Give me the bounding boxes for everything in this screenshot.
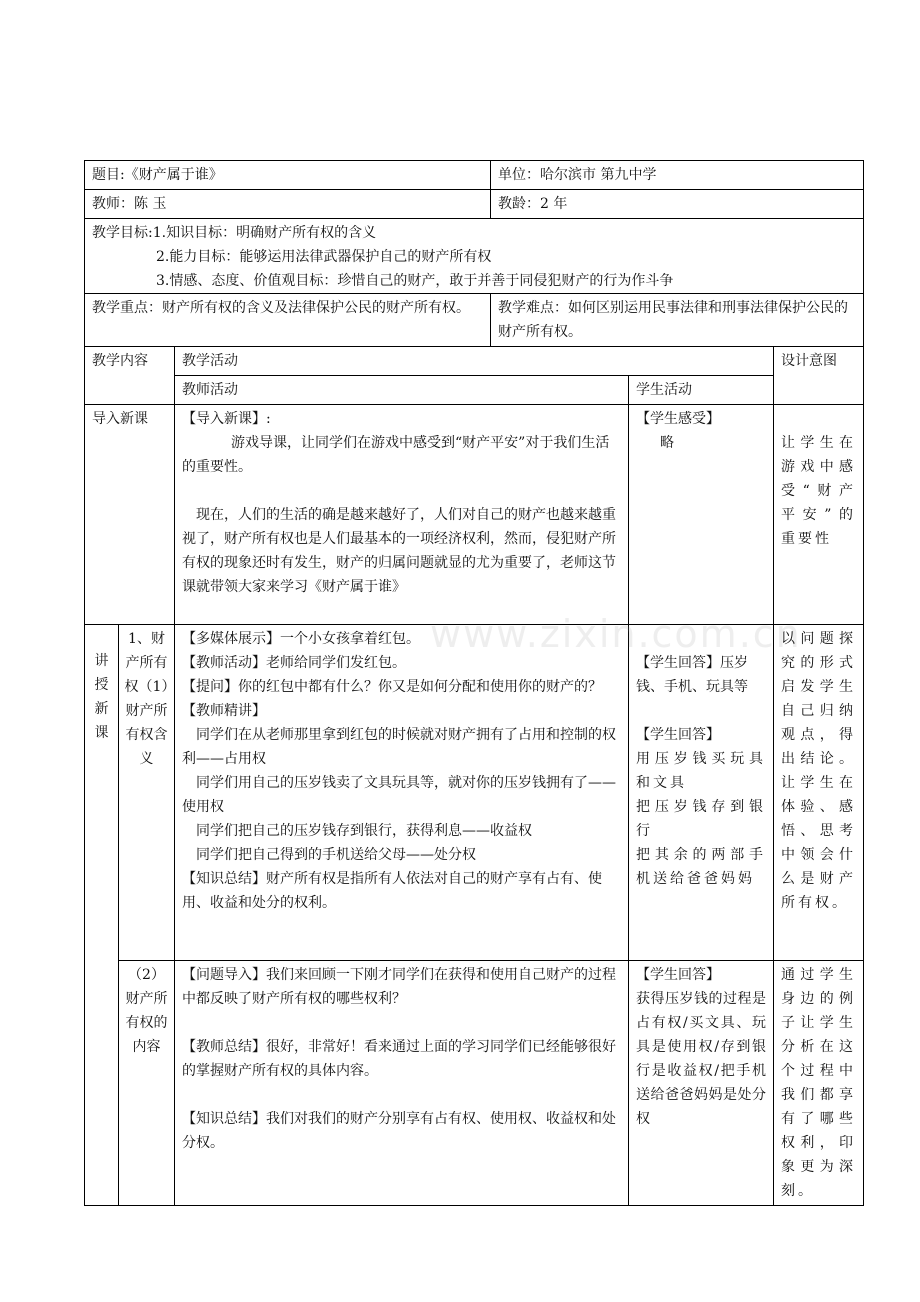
- section1-point-3: 同学们把自己的压岁钱存到银行，获得利息——收益权: [196, 823, 532, 839]
- section2-student-answer: 获得压岁钱的过程是占有权/买文具、玩具是使用权/存到银行是收益权/把手机送给爸爸妈妈是处分权: [636, 991, 767, 1127]
- section2-student-cell: [629, 961, 774, 1206]
- intro-label: 导入新课: [85, 405, 175, 625]
- section1-teacher-activity: 【教师活动】老师给同学们发红包。: [182, 655, 406, 671]
- section1-student-answer-heading: 【学生回答】: [636, 727, 721, 743]
- section1-point-4: 同学们把自己得到的手机送给父母——处分权: [196, 847, 476, 863]
- intro-design-cell: [774, 405, 864, 625]
- objectives-row: [85, 219, 864, 294]
- lesson-plan-page: [84, 160, 863, 1206]
- intro-design-text: 让学生在游戏中感受“财产平安”的重要性: [781, 435, 857, 547]
- intro-heading: 【导入新课】:: [182, 411, 271, 427]
- section2-teacher-cell: [175, 961, 629, 1206]
- objectives-cell: [85, 219, 864, 294]
- design-header: 设计意图: [774, 347, 864, 405]
- teaching-experience: 教龄：2 年: [491, 190, 864, 219]
- teacher-activity-header: 教师活动: [175, 376, 629, 405]
- teaching-difficulty: 教学难点：如何区别运用民事法律和刑事法律保护公民的财产所有权。: [491, 294, 864, 347]
- section1-point-1: 同学们在从老师那里拿到红包的时候就对财产拥有了占用和控制的权利——占用权: [182, 727, 616, 767]
- section1-student-cell: [629, 625, 774, 961]
- section2-question: 【问题导入】我们来回顾一下刚才同学们在获得和使用自己财产的过程中都反映了财产所有权的哪些权利？: [182, 967, 616, 1007]
- teacher-row: [85, 190, 864, 219]
- intro-student-cell: [629, 405, 774, 625]
- teaching-key-point: 教学重点：财产所有权的含义及法律保护公民的财产所有权。: [85, 294, 491, 347]
- content-header: 教学内容: [85, 347, 175, 405]
- section2-topic: （2）财产所有权的内容: [119, 961, 175, 1206]
- section2-knowledge-summary: 【知识总结】我们对我们的财产分别享有占有权、使用权、收益权和处分权。: [182, 1111, 616, 1151]
- section1-student-answer-2: 用压岁钱买玩具和文具: [636, 751, 767, 791]
- lesson-plan-table: [84, 160, 864, 1206]
- column-header-row: [85, 347, 864, 376]
- title-row: [85, 161, 864, 190]
- intro-paragraph-1: 游戏导课，让同学们在游戏中感受到“财产平安”对于我们生活的重要性。: [182, 435, 610, 475]
- intro-row: [85, 405, 864, 625]
- watermark: www.zixin.com.cn: [430, 612, 802, 656]
- subheader-row: [85, 376, 864, 405]
- section1-student-answer-3: 把压岁钱存到银行: [636, 799, 767, 839]
- section1-student-answer-1: 【学生回答】压岁钱、手机、玩具等: [636, 655, 749, 695]
- teacher-name: 教师：陈 玉: [85, 190, 491, 219]
- section2-design-text: 通过学生身边的例子让学生分析在这个过程中我们都享有了哪些权利，印象更为深刻。: [774, 961, 864, 1206]
- intro-student-text: 略: [660, 435, 675, 451]
- section1-design-text: 以问题探究的形式启发学生自己归纳观点，得出结论。让学生在体验、感悟、思考中领会什么是财产所有权。: [774, 625, 864, 961]
- section1-media: 【多媒体展示】一个小女孩拿着红包。: [182, 631, 420, 647]
- section2-student-heading: 【学生回答】: [636, 967, 721, 983]
- activity-header: 教学活动: [175, 347, 774, 376]
- objective-line-2: 2.能力目标：能够运用法律武器保护自己的财产所有权: [156, 249, 492, 265]
- objective-line-1: 教学目标:1.知识目标：明确财产所有权的含义: [92, 225, 377, 241]
- section1-lecture-heading: 【教师精讲】: [182, 703, 266, 719]
- student-activity-header: 学生活动: [629, 376, 774, 405]
- section2-teacher-summary: 【教师总结】很好，非常好！看来通过上面的学习同学们已经能够很好的掌握财产所有权的具体内容。: [182, 1039, 616, 1079]
- lesson-title: 题目:《财产属于谁》: [85, 161, 491, 190]
- section1-topic: 1、财产所有权（1）财产所有权含义: [119, 625, 175, 961]
- objective-line-3: 3.情感、态度、价值观目标：珍惜自己的财产，敢于并善于同侵犯财产的行为作斗争: [156, 273, 674, 289]
- section1-question: 【提问】你的红包中都有什么？你又是如何分配和使用你的财产的？: [182, 679, 602, 695]
- section1-student-answer-4: 把其余的两部手机送给爸爸妈妈: [636, 847, 767, 887]
- lecture-row-2: [85, 961, 864, 1206]
- section1-point-2: 同学们用自己的压岁钱卖了文具玩具等，就对你的压岁钱拥有了——使用权: [182, 775, 616, 815]
- school-unit: 单位：哈尔滨市 第九中学: [491, 161, 864, 190]
- intro-teacher-cell: [175, 405, 629, 625]
- focus-row: [85, 294, 864, 347]
- lecture-label: 讲授新课: [85, 625, 119, 1206]
- intro-student-heading: 【学生感受】: [636, 411, 721, 427]
- section1-summary: 【知识总结】财产所有权是指所有人依法对自己的财产享有占有、使用、收益和处分的权利。: [182, 871, 602, 911]
- intro-paragraph-2: 现在，人们的生活的确是越来越好了，人们对自己的财产也越来越重视了，财产所有权也是人们最基本的一项经济权利，然而，侵犯财产所有权的现象还时有发生，财产的归属问题就显的尤为重要了，老师这节课就带领大家来学习《财产属于谁》: [182, 507, 616, 595]
- lecture-row-1: [85, 625, 864, 961]
- section1-teacher-cell: [175, 625, 629, 961]
